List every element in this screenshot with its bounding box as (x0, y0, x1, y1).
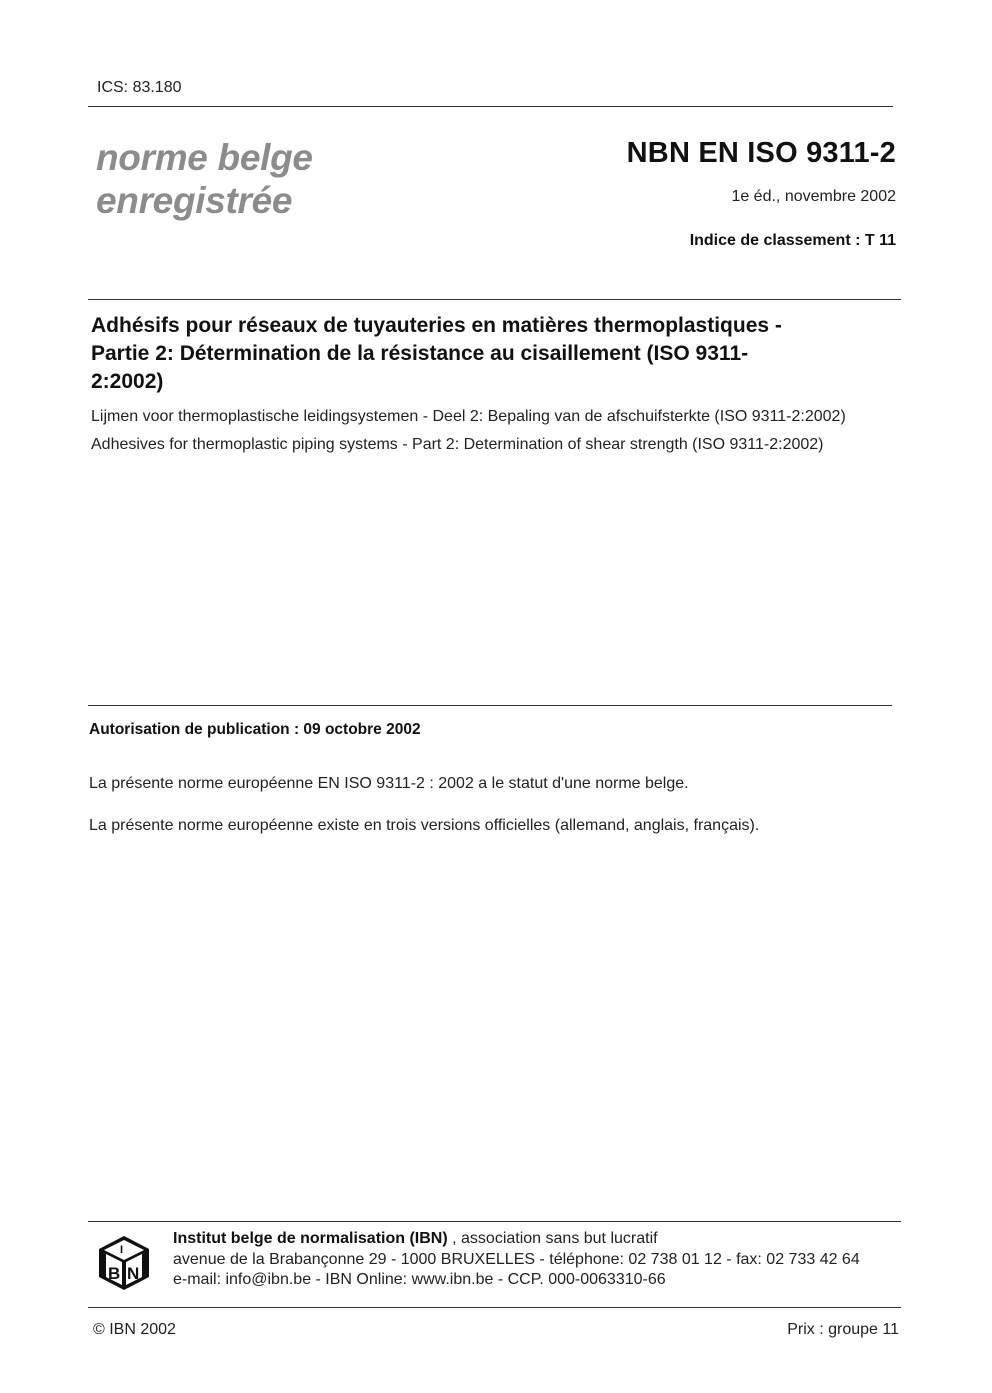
top-divider (88, 106, 893, 107)
institute-name: Institut belge de normalisation (IBN) (173, 1230, 448, 1247)
title-english: Adhesives for thermoplastic piping systems - Part 2: Determination of shear strength (ISO 9311-2:2002) (91, 436, 824, 453)
copyright: © IBN 2002 (93, 1321, 176, 1338)
svg-text:B: B (108, 1264, 121, 1283)
title-french-line-3: 2:2002) (91, 370, 164, 393)
svg-text:N: N (127, 1264, 140, 1283)
footer-divider (88, 1221, 901, 1222)
status-statement: La présente norme européenne EN ISO 9311-2 : 2002 a le statut d'une norme belge. (89, 775, 689, 792)
institute-address: avenue de la Brabançonne 29 - 1000 BRUXELLES - téléphone: 02 738 01 12 - fax: 02 733 42 64 (173, 1250, 860, 1268)
publication-authorisation: Autorisation de publication : 09 octobre 2002 (89, 721, 421, 738)
ibn-logo (98, 1235, 150, 1291)
edition-date: 1e éd., novembre 2002 (731, 188, 896, 205)
institute-details (173, 1229, 860, 1291)
title-divider (88, 299, 901, 300)
title-french-line-2: Partie 2: Détermination de la résistance au cisaillement (ISO 9311- (91, 342, 749, 365)
brand-line-1: norme belge (96, 137, 313, 178)
title-dutch: Lijmen voor thermoplastische leidingsystemen - Deel 2: Bepaling van de afschuifsterkte (ISO 9311-2:2002) (91, 408, 846, 425)
body-divider (88, 705, 892, 706)
ibn-logo-icon (98, 1235, 150, 1291)
brand-line-2: enregistrée (96, 180, 293, 221)
svg-text:I: I (120, 1244, 124, 1256)
institute-heading (173, 1229, 860, 1250)
versions-statement: La présente norme européenne existe en trois versions officielles (allemand, anglais, français). (89, 817, 760, 834)
title-french (91, 312, 881, 396)
institute-contact: e-mail: info@ibn.be - IBN Online: www.ibn.be - CCP. 000-0063310-66 (173, 1271, 666, 1288)
bottom-divider (88, 1307, 901, 1308)
title-french-line-1: Adhésifs pour réseaux de tuyauteries en matières thermoplastiques - (91, 314, 782, 337)
standard-number: NBN EN ISO 9311-2 (626, 137, 896, 169)
price-group: Prix : groupe 11 (787, 1321, 899, 1338)
ics-code: ICS: 83.180 (97, 79, 182, 96)
classification-index: Indice de classement : T 11 (689, 232, 896, 249)
brand-title (96, 136, 313, 222)
institute-type: , association sans but lucratif (447, 1230, 658, 1247)
